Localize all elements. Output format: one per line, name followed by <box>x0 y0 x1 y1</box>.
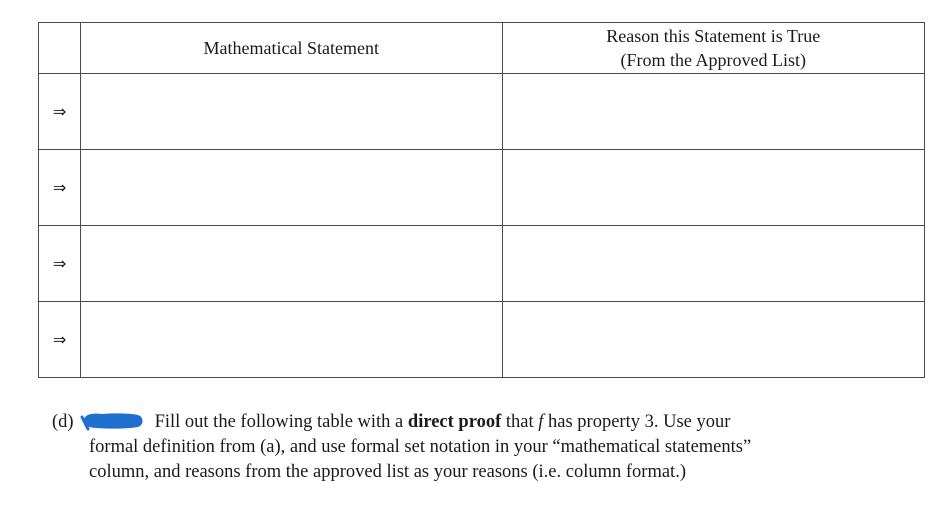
implies-arrow-icon: ⇒ <box>39 150 81 226</box>
question-text-1c: has property 3. Use your <box>543 412 731 432</box>
question-label: (d) <box>52 412 74 432</box>
header-reason-line2: (From the Approved List) <box>620 50 806 70</box>
question-text-1a: Fill out the following table with a <box>154 412 408 432</box>
question-d <box>52 410 914 485</box>
table-row <box>39 74 925 150</box>
header-reason <box>502 23 924 74</box>
question-line-2: formal definition from (a), and use formal set notation in your “mathematical statements” <box>89 437 752 457</box>
question-text-1b: that <box>501 412 539 432</box>
function-variable: f <box>538 412 544 432</box>
header-mathematical-statement: Mathematical Statement <box>81 23 502 74</box>
direct-proof-emphasis: direct proof <box>407 412 502 432</box>
table-row <box>39 302 925 378</box>
reason-cell[interactable] <box>502 74 924 150</box>
statement-cell[interactable] <box>81 302 502 378</box>
table-row <box>39 226 925 302</box>
question-line-3: column, and reasons from the approved list as your reasons (i.e. column format.) <box>89 462 686 482</box>
table-row <box>39 150 925 226</box>
proof-table <box>38 22 925 378</box>
implies-arrow-icon: ⇒ <box>39 226 81 302</box>
redaction-scribble-icon <box>80 411 146 431</box>
reason-cell[interactable] <box>502 302 924 378</box>
reason-cell[interactable] <box>502 226 924 302</box>
statement-cell[interactable] <box>81 74 502 150</box>
reason-cell[interactable] <box>502 150 924 226</box>
header-arrow-cell <box>39 23 81 74</box>
statement-cell[interactable] <box>81 226 502 302</box>
statement-cell[interactable] <box>81 150 502 226</box>
implies-arrow-icon: ⇒ <box>39 74 81 150</box>
header-reason-line1: Reason this Statement is True <box>606 26 821 46</box>
implies-arrow-icon: ⇒ <box>39 302 81 378</box>
table-header-row <box>39 23 925 74</box>
question-line-1 <box>52 410 914 435</box>
